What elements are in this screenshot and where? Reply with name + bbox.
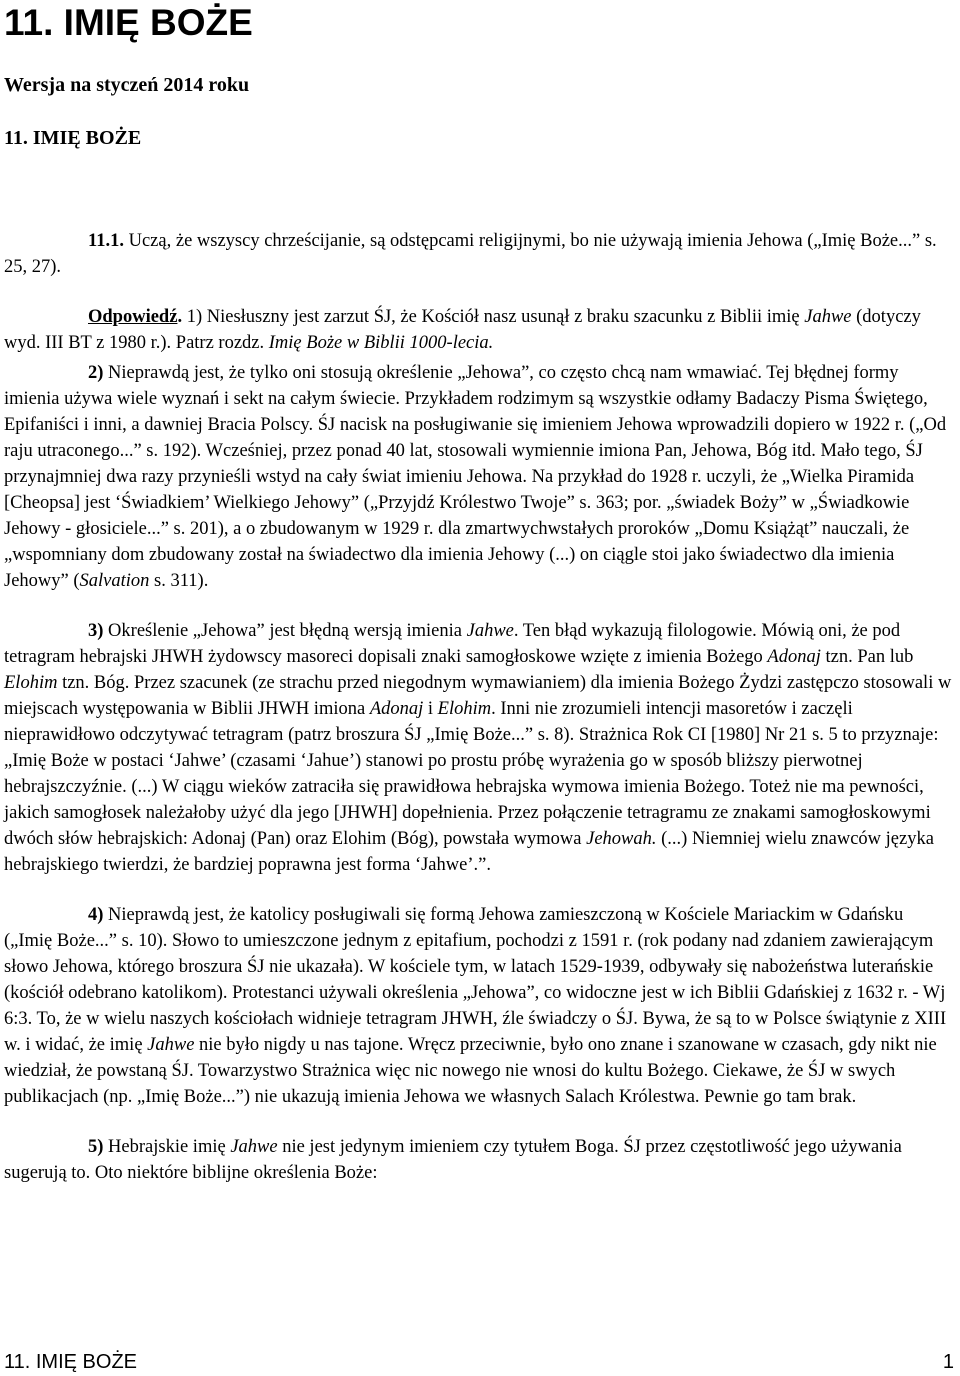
answer-paragraph-1: Odpowiedź. 1) Niesłuszny jest zarzut ŚJ, że Kościół nasz usunął z braku szacunku z Biblii imię Jahwe (dotyczy wyd. III BT z 1980 r.). Patrz rozdz. Imię Boże w Biblii 1000-lecia. [4,307,921,353]
question-number: 11.1. [88,231,124,251]
footer-title: 11. IMIĘ BOŻE [4,1351,137,1373]
question-text: Uczą, że wszyscy chrześcijanie, są odstępcami religijnymi, bo nie używają imienia Jehowa („Imię Boże...” s. 25, 27). [4,231,937,277]
answer-paragraph-3: 3) Określenie „Jehowa” jest błędną wersją imienia Jahwe. Ten błąd wykazują filologowie. Mówią oni, że pod tetragram hebrajski JHWH żydowscy masoreci dopisali znaki samogłoskowe wzięte z imienia Bożego Adonaj tzn. Pan lub Elohim tzn. Bóg. Przez szacunek (ze strachu przed niegodnym wymawianiem) dla imienia Bożego Żydzi zastępczo stosowali w miejscach występowania w Biblii JHWH imiona Adonaj i Elohim. Inni nie zrozumieli intencji masoretów i zaczęli nieprawidłowo odczytywać tetragram (patrz broszura ŚJ „Imię Boże...” s. 8). Strażnica Rok CI [1980] Nr 21 s. 5 to przyznaje: „Imię Boże w postaci ‘Jahwe’ (czasami ‘Jahue’) stanowi po prostu próbę wyrażenia go w sposób bliższy pierwotnej hebrajszczyźnie. (...) W ciągu wieków zatraciła się prawidłowa hebrajska wymowa imienia Bożego. Toteż nie ma pewności, jakich samogłosek należałoby użyć dla jego [JHWH] dopełnienia. Przez połączenie tetragramu ze znakami samogłoskowymi dwóch słów hebrajskich: Adonaj (Pan) oraz Elohim (Bóg), powstała wymowa Jehowah. (...) Niemniej wielu znawców języka hebrajskiego twierdzi, że bardziej poprawna jest forma ‘Jahwe’.”. [4,621,952,875]
point-number-5: 5) [88,1137,104,1157]
page-number: 1 [942,1351,954,1373]
page-title: 11. IMIĘ BOŻE [4,2,253,43]
answer-paragraph-2: 2) Nieprawdą jest, że tylko oni stosują określenie „Jehowa”, co często chcą nam wmawiać. Tej błędnej formy imienia używa wiele wyznań i sekt na całym świecie. Przykładem rodzimym są wszystkie odłamy Badaczy Pisma Świętego, Epifaniści i inni, a dawniej Bracia Polscy. ŚJ nacisk na posługiwanie się imieniem Jehowa wprowadzili dopiero w 1922 r. („Od raju utraconego...” s. 192). Wcześniej, przez ponad 40 lat, stosowali wymiennie imiona Pan, Jehowa, Bóg itd. Mało tego, ŚJ przynajmniej dwa razy przynieśli wstyd na cały świat imieniu Jehowa. Na przykład do 1928 r. uczyli, że „Wielka Piramida [Cheopsa] jest ‘Świadkiem’ Wielkiego Jehowy” („Przyjdź Królestwo Twoje” s. 363; por. „świadek Boży” w „Świadkowie Jehowy - głosiciele...” s. 201), a o zbudowanym w 1929 r. dla zmartwychwstałych proroków „Domu Książąt” nauczali, że „wspomniany dom zbudowany został na świadectwo dla imienia Jehowy (...) on ciągle stoi jako świadectwo dla imienia Jehowy” (Salvation s. 311). [4,363,947,591]
question-paragraph [4,228,956,280]
point-number-2: 2) [88,363,104,383]
document-body [4,228,956,1186]
point-number-3: 3) [88,621,104,641]
answer-paragraph-5: 5) Hebrajskie imię Jahwe nie jest jedynym imieniem czy tytułem Boga. ŚJ przez częstotliwość jego używania sugerują to. Oto niektóre biblijne określenia Boże: [4,1137,902,1183]
point-number-4: 4) [88,905,104,925]
answer-label: Odpowiedź [88,307,178,327]
version-line: Wersja na styczeń 2014 roku [4,74,250,96]
answer-paragraph-4: 4) Nieprawdą jest, że katolicy posługiwali się formą Jehowa zamieszczoną w Kościele Mariackim w Gdańsku („Imię Boże...” s. 10). Słowo to umieszczone jednym z epitafium, pochodzi z 1591 r. (rok podany nad zdaniem zawierającym słowo Jehowa, którego broszura ŚJ nie ukazała). W kościele tym, w latach 1529-1939, odbywały się nabożeństwa luterańskie (kościół odebrano katolikom). Protestanci używali określenia „Jehowa”, co widoczne jest w ich Biblii Gdańskiej z 1632 r. - Wj 6:3. To, że w wielu naszych kościołach widnieje tetragram JHWH, źle świadczy o ŚJ. Bywa, że są to w Polsce świątynie z XIII w. i widać, że imię Jahwe nie było nigdy u nas tajone. Wręcz przeciwnie, było ono znane i szanowane w czasach, gdy nikt nie wiedział, że powstaną ŚJ. Towarzystwo Strażnica więc nic nowego nie wnosi do kultu Bożego. Ciekawe, że ŚJ w swych publikacjach (np. „Imię Boże...”) nie ukazują imienia Jehowa we własnych Salach Królestwa. Pewnie go tam brak. [4,905,947,1107]
section-heading: 11. IMIĘ BOŻE [4,127,142,149]
